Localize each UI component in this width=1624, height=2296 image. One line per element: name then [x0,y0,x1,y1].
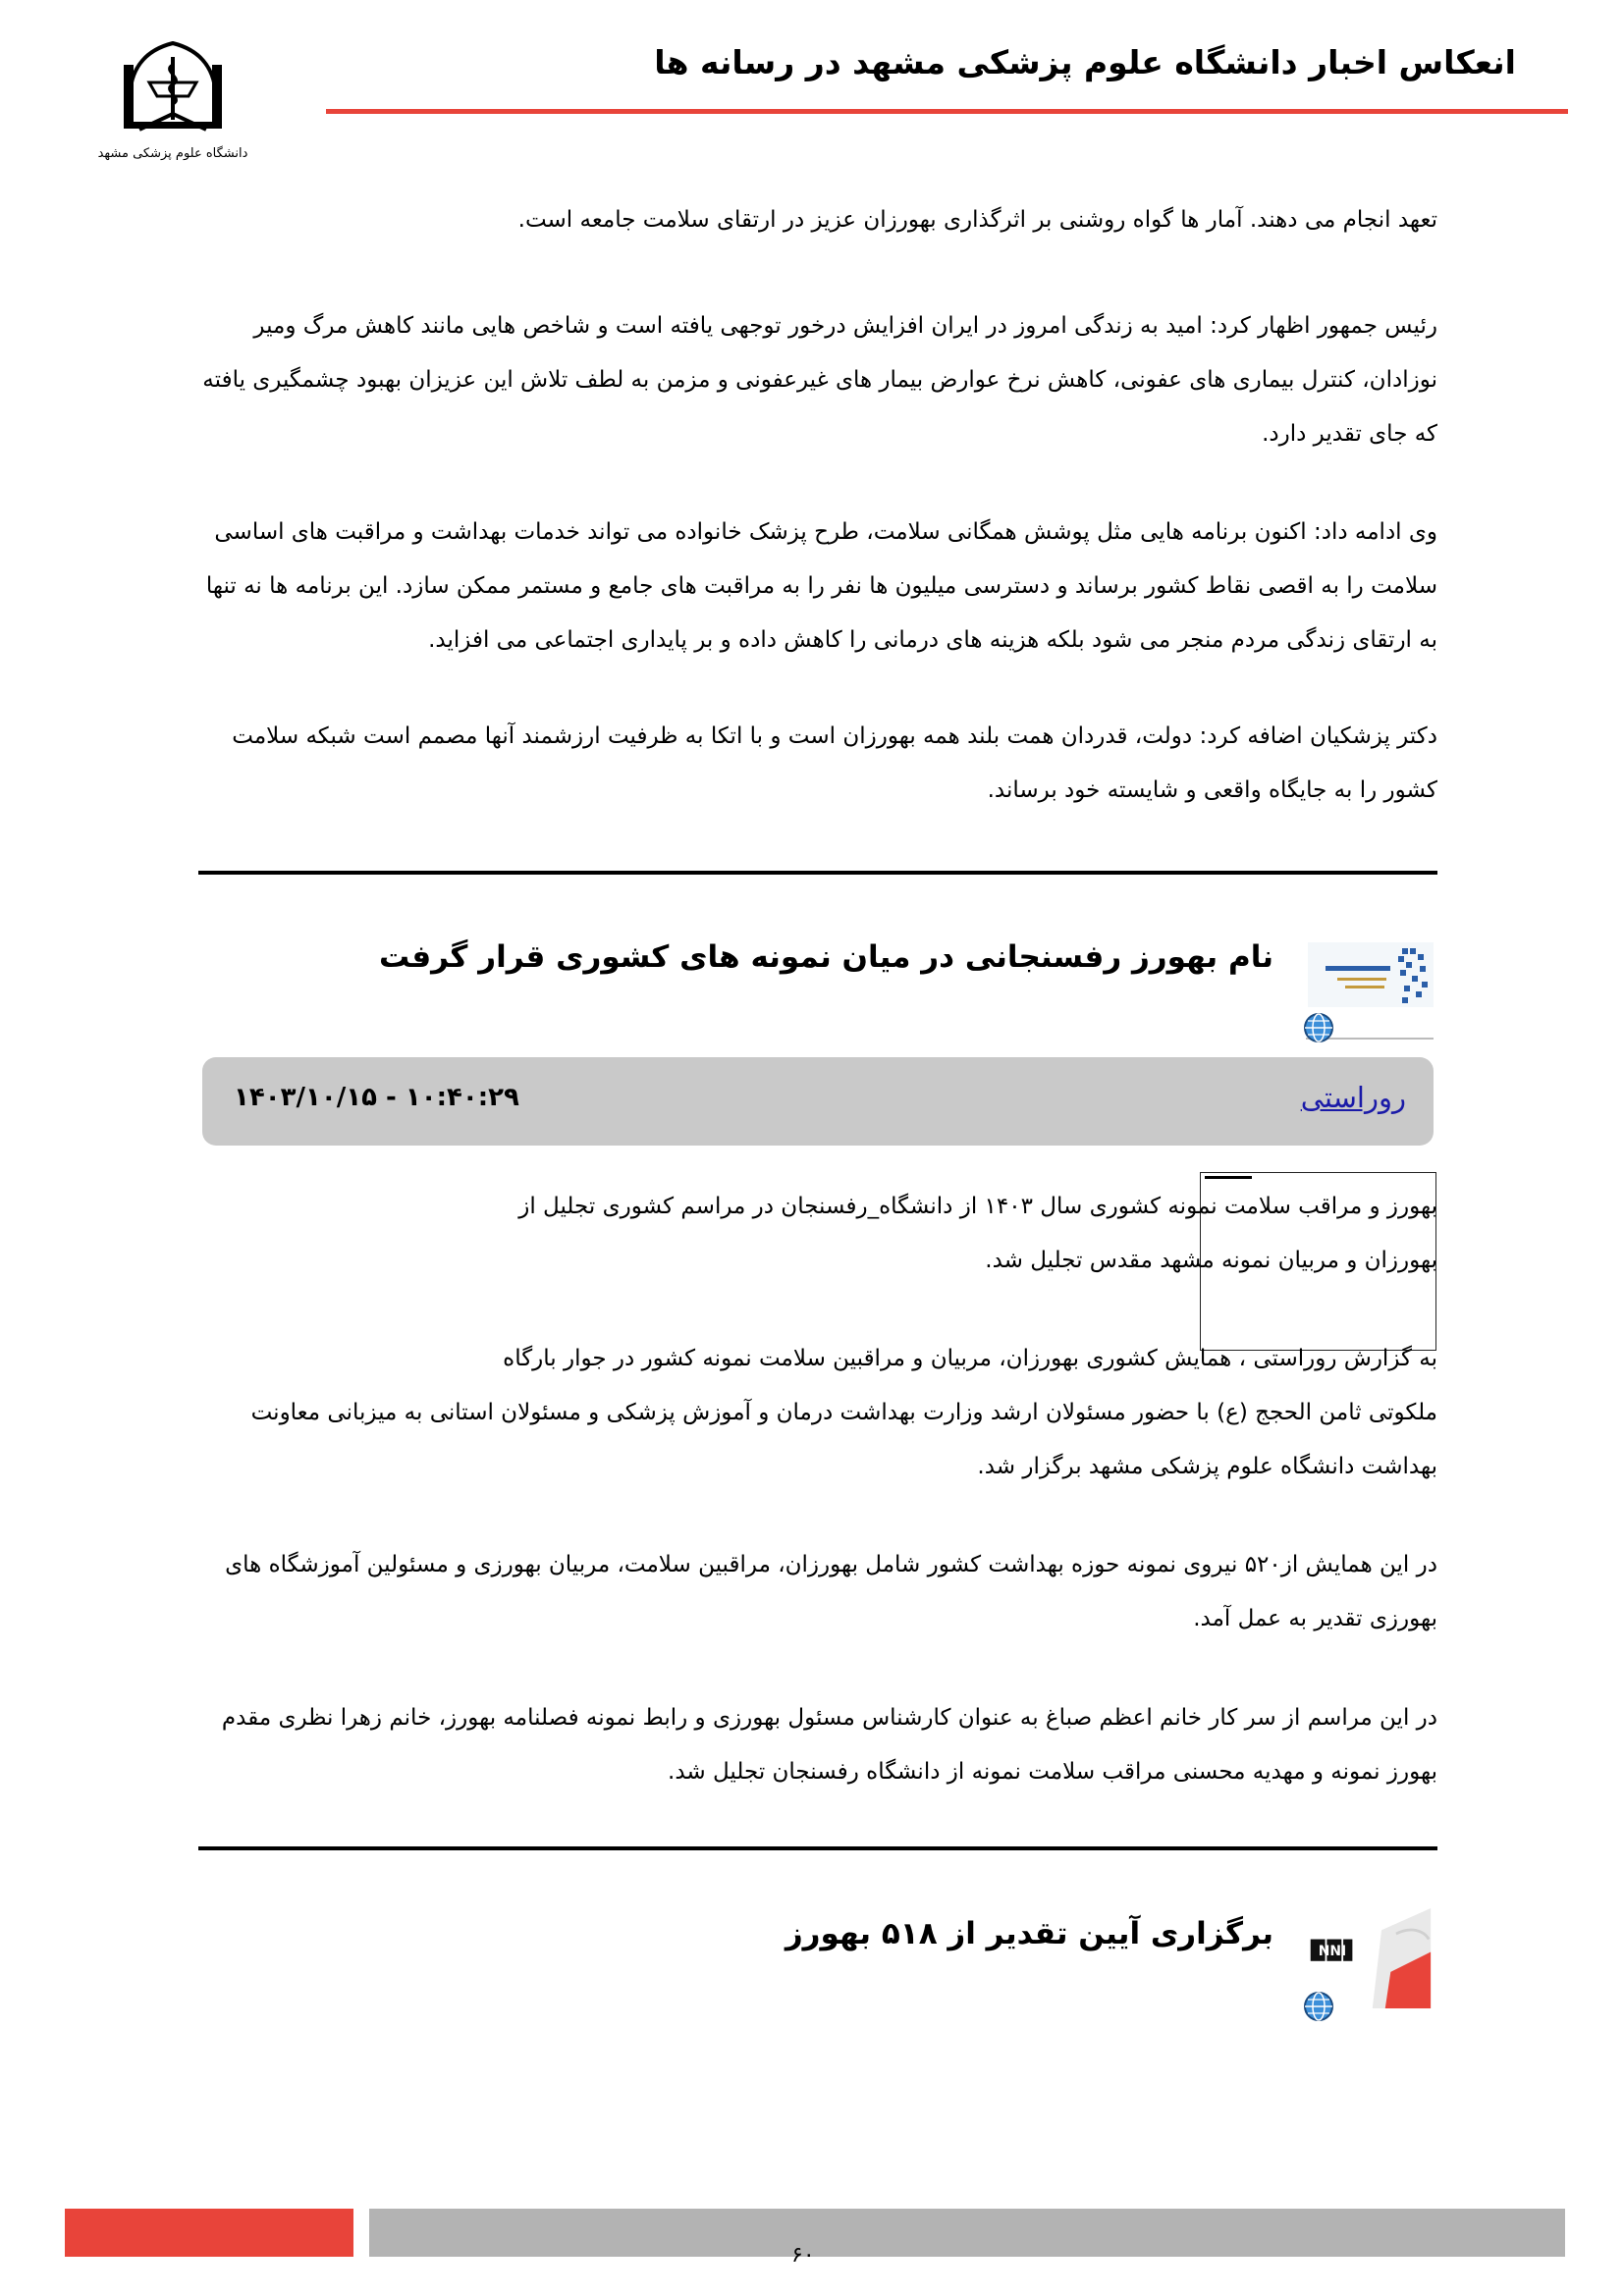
image-placeholder-mark [1205,1176,1252,1179]
globe-icon [1303,1012,1334,1043]
page-number: ۶۰ [791,2243,815,2268]
section-separator [198,871,1437,875]
article-datetime: ۱۴۰۳/۱۰/۱۵ - ۱۰:۴۰:۲۹ [234,1083,519,1112]
article-lead-line-2: بهورزان و مربیان نمونه مشهد مقدس تجلیل شد. [985,1248,1437,1273]
globe-icon [1303,1991,1334,2022]
svg-text:NNI: NNI [1318,1944,1347,1960]
article-paragraph-2-line-1: به گزارش روراستی ، همایش کشوری بهورزان، مربیان و مراقبین سلامت نمونه کشور در جوار بارگاه [503,1346,1437,1371]
intro-paragraph-1: تعهد انجام می دهند. آمار ها گواه روشنی بر اثرگذاری بهورزان عزیز در ارتقای سلامت جامعه است. [517,207,1437,233]
footer-bar [369,2209,1565,2257]
article-title: برگزاری آیین تقدیر از ۵۱۸ بهورز [785,1916,1273,1951]
footer-accent-bar [65,2209,353,2257]
university-logo [97,35,248,167]
article-paragraph-3: در این همایش از۵۲۰ نیروی نمونه حوزه بهداشت کشور شامل بهورزان، مراقبین سلامت، مربیان بهورزی و مسئولین آموزشگاه های بهورزی تقدیر به عمل آمد. [225,1552,1437,1631]
source-link[interactable]: روراستی [1300,1081,1406,1114]
section-separator [198,1846,1437,1850]
article-meta-bar [202,1057,1434,1146]
intro-paragraph-2: رئیس جمهور اظهار کرد: امید به زندگی امروز در ایران افزایش درخور توجهی یافته است و شاخص هایی مانند کاهش مرگ ومیر نوزادان، کنترل بیماری های عفونی، کاهش نرخ عوارض بیمار های غیرعفونی و مزمن به لطف تلاش این عزیزان بهبود چشمگیری یافته که جای تقدیر دارد. [202,313,1437,447]
intro-paragraph-4: دکتر پزشکیان اضافه کرد: دولت، قدردان همت بلند همه بهورزان است و با اتکا به ظرفیت ارزشمند آنها مصمم است شبکه سلامت کشور را به جایگاه واقعی و شایسته خود برساند. [232,723,1437,803]
article-paragraph-2-rest: ملکوتی ثامن الحجج (ع) با حضور مسئولان ارشد وزارت بهداشت درمان و آموزش پزشکی و مسئولان استانی به میزبانی معاونت بهداشت دانشگاه علوم پزشکی مشهد برگزار شد. [250,1400,1437,1479]
header-rule [326,109,1568,114]
intro-paragraph-3: وی ادامه داد: اکنون برنامه هایی مثل پوشش همگانی سلامت، طرح پزشک خانواده می تواند خدمات بهداشت و مراقبت های اساسی سلامت را به اقصی نقاط کشور برساند و دسترسی میلیون ها نفر را به مراقبت های جامع و مستمر ممکن سازد. این برنامه ها نه تنها به ارتقای زندگی مردم منجر می شود بلکه هزینه های درمانی را کاهش داده و بر پایداری اجتماعی می افزاید. [205,519,1437,653]
svg-text:دانشگاه علوم پزشکی مشهد: دانشگاه علوم پزشکی مشهد [97,146,248,161]
article-lead-line-1: بهورز و مراقب سلامت نمونه کشوری سال ۱۴۰۳ از دانشگاه_رفسنجان در مراسم کشوری تجلیل از [518,1194,1437,1219]
article-title: نام بهورز رفسنجانی در میان نمونه های کشوری قرار گرفت [379,939,1273,975]
article-paragraph-4: در این مراسم از سر کار خانم اعظم صباغ به عنوان کارشناس مسئول بهورزی و رابط نمونه فصلنامه بهورز، خانم زهرا نظری مقدم بهورز نمونه و مهدیه محسنی مراقب سلامت نمونه از دانشگاه رفسنجان تجلیل شد. [221,1705,1437,1785]
page-header-title: انعکاس اخبار دانشگاه علوم پزشکی مشهد در رسانه ها [654,43,1516,81]
